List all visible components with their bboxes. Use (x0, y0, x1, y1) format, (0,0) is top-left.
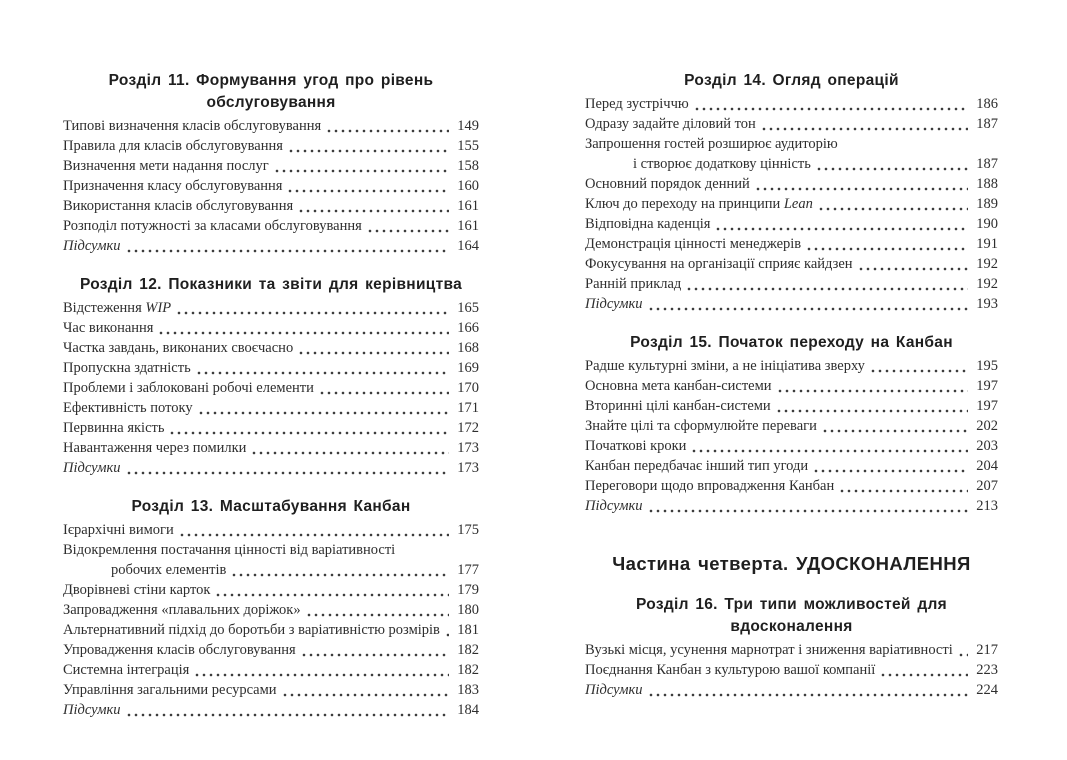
toc-page-number: 165 (457, 300, 479, 316)
toc-entry (585, 274, 998, 294)
toc-section (585, 594, 998, 700)
dot-leader-icon (251, 444, 449, 456)
toc-entry-line (63, 620, 479, 640)
toc-entry (585, 376, 998, 396)
toc-entry (585, 436, 998, 456)
toc-page-number: 224 (976, 682, 998, 698)
dot-leader-icon (686, 280, 968, 292)
toc-page-number: 204 (976, 458, 998, 474)
toc-entry-line (63, 520, 479, 540)
toc-entry-line (585, 376, 998, 396)
toc-entry-list (63, 520, 479, 720)
toc-entry-line2 (63, 560, 479, 580)
toc-entry-title: Упровадження класів обслуговування (63, 642, 296, 658)
toc-entry-title: Підсумки (63, 702, 121, 718)
toc-entry (63, 640, 479, 660)
dot-leader-icon (282, 686, 449, 698)
toc-page-number: 180 (457, 602, 479, 618)
toc-entry-title: Початкові кроки (585, 438, 687, 454)
toc-page-number: 187 (976, 116, 998, 132)
toc-page-number: 173 (457, 460, 479, 476)
toc-entry-line (585, 194, 998, 214)
toc-entry-title: Підсумки (585, 682, 643, 698)
toc-entry (585, 680, 998, 700)
toc-section (585, 552, 998, 576)
dot-leader-icon (880, 666, 968, 678)
toc-page-number: 160 (457, 178, 479, 194)
toc-page-number: 169 (457, 360, 479, 376)
toc-entry-list (585, 640, 998, 700)
dot-leader-icon (870, 362, 968, 374)
toc-entry (585, 356, 998, 376)
toc-page-number: 193 (976, 296, 998, 312)
toc-page-number: 155 (457, 138, 479, 154)
toc-entry-line (585, 94, 998, 114)
toc-entry-line (63, 700, 479, 720)
toc-entry-line (63, 418, 479, 438)
toc-entry-title: Час виконання (63, 320, 154, 336)
toc-entry-line (63, 338, 479, 358)
toc-page-number: 184 (457, 702, 479, 718)
toc-entry-line (63, 216, 479, 236)
toc-entry (63, 600, 479, 620)
chapter-heading: Розділ 13. Масштабування Канбан (131, 498, 411, 515)
toc-entry-line (585, 274, 998, 294)
toc-entry-title: Вузькі місця, усунення марнотрат і зниження варіативності (585, 642, 953, 658)
dot-leader-icon (176, 304, 449, 316)
dot-leader-icon (288, 142, 449, 154)
toc-entry-title: Перед зустріччю (585, 96, 689, 112)
dot-leader-icon (715, 220, 968, 232)
toc-entry-line (585, 174, 998, 194)
chapter-heading: Розділ 14. Огляд операцій (684, 72, 899, 89)
toc-entry-line (585, 294, 998, 314)
dot-leader-icon (198, 404, 449, 416)
toc-page-number: 173 (457, 440, 479, 456)
dot-leader-icon (179, 526, 449, 538)
dot-leader-icon (691, 442, 968, 454)
toc-entry-line (63, 438, 479, 458)
toc-entry (585, 640, 998, 660)
toc-entry (585, 660, 998, 680)
toc-entry-title: Демонстрація цінності менеджерів (585, 236, 802, 252)
toc-entry-line (585, 254, 998, 274)
toc-entry (585, 94, 998, 114)
dot-leader-icon (169, 424, 449, 436)
toc-entry-line (63, 176, 479, 196)
toc-page-number: 187 (976, 156, 998, 172)
toc-entry-title: Навантаження через помилки (63, 440, 247, 456)
part-heading: Частина четверта. УДОСКОНАЛЕННЯ (612, 553, 971, 574)
toc-page-number: 182 (457, 662, 479, 678)
toc-entry-line (585, 496, 998, 516)
toc-page-right (585, 0, 998, 700)
toc-entry (63, 580, 479, 600)
toc-entry (585, 496, 998, 516)
toc-entry (585, 234, 998, 254)
toc-entry-line (63, 600, 479, 620)
toc-entry-line (585, 356, 998, 376)
toc-entry-line2 (585, 154, 998, 174)
toc-entry (63, 116, 479, 136)
toc-entry (585, 396, 998, 416)
toc-page-number: 203 (976, 438, 998, 454)
toc-entry-line (63, 318, 479, 338)
dot-leader-icon (822, 422, 968, 434)
toc-entry-title: Запровадження «плавальних доріжок» (63, 602, 301, 618)
toc-entry-line (63, 156, 479, 176)
dot-leader-icon (306, 606, 449, 618)
toc-entry-list (63, 116, 479, 256)
toc-entry-title: Вторинні цілі канбан-системи (585, 398, 771, 414)
dot-leader-icon (126, 464, 449, 476)
toc-entry-title: Управління загальними ресурсами (63, 682, 277, 698)
toc-page-number: 168 (457, 340, 479, 356)
toc-entry-line (585, 396, 998, 416)
toc-entry-line (585, 456, 998, 476)
toc-entry (585, 254, 998, 274)
dot-leader-icon (287, 182, 449, 194)
toc-page-number: 192 (976, 276, 998, 292)
dot-leader-icon (839, 482, 968, 494)
dot-leader-icon (776, 402, 968, 414)
toc-entry-line (63, 298, 479, 318)
dot-leader-icon (298, 344, 449, 356)
toc-entry-line (63, 136, 479, 156)
toc-section (585, 70, 998, 314)
toc-entry (585, 134, 998, 174)
toc-entry (63, 216, 479, 236)
toc-entry-title: Використання класів обслуговування (63, 198, 294, 214)
toc-page-number: 191 (976, 236, 998, 252)
dot-leader-icon (648, 686, 968, 698)
dot-leader-icon (196, 364, 449, 376)
chapter-heading: Розділ 11. Формування угод про рівень обслуговування (108, 72, 434, 111)
toc-entry-line1 (585, 134, 998, 154)
chapter-heading: Розділ 15. Початок переходу на Канбан (630, 334, 953, 351)
toc-entry-line (63, 640, 479, 660)
dot-leader-icon (194, 666, 449, 678)
toc-entry-wrap-text: і створює додаткову цінність (633, 156, 811, 172)
toc-entry (63, 236, 479, 256)
toc-entry-line (63, 116, 479, 136)
toc-section (63, 496, 479, 720)
dot-leader-icon (958, 646, 968, 658)
toc-entry-title: Фокусування на організації сприяє кайдзен (585, 256, 853, 272)
dot-leader-icon (648, 502, 968, 514)
toc-entry-title: Типові визначення класів обслуговування (63, 118, 322, 134)
dot-leader-icon (858, 260, 968, 272)
toc-entry-line (585, 640, 998, 660)
toc-entry-title: Основна мета канбан-системи (585, 378, 772, 394)
toc-entry (585, 416, 998, 436)
toc-entry-line (63, 196, 479, 216)
toc-entry-title: Запрошення гостей розширює аудиторію (585, 136, 838, 152)
toc-page-number: 183 (457, 682, 479, 698)
toc-entry-title: Переговори щодо впровадження Канбан (585, 478, 835, 494)
toc-entry-line (63, 358, 479, 378)
toc-page-number: 188 (976, 176, 998, 192)
chapter-heading: Розділ 12. Показники та звіти для керівництва (79, 276, 463, 293)
toc-page-number: 181 (457, 622, 479, 638)
toc-page-number: 189 (976, 196, 998, 212)
dot-leader-icon (818, 200, 968, 212)
toc-page-number: 223 (976, 662, 998, 678)
toc-entry-line (585, 436, 998, 456)
toc-page-number: 171 (457, 400, 479, 416)
toc-entry-line (63, 236, 479, 256)
toc-entry (63, 378, 479, 398)
toc-entry (585, 476, 998, 496)
toc-entry (585, 114, 998, 134)
toc-entry-line (585, 114, 998, 134)
toc-page-number: 186 (976, 96, 998, 112)
toc-entry (63, 700, 479, 720)
toc-entry-title: Поєднання Канбан з культурою вашої компанії (585, 662, 876, 678)
toc-entry-title: Основний порядок денний (585, 176, 750, 192)
toc-entry (63, 338, 479, 358)
dot-leader-icon (648, 300, 968, 312)
toc-entry (585, 174, 998, 194)
dot-leader-icon (777, 382, 968, 394)
dot-leader-icon (761, 120, 968, 132)
toc-entry-title: Дворівневі стіни карток (63, 582, 211, 598)
toc-entry-title: Підсумки (63, 238, 121, 254)
toc-entry (63, 620, 479, 640)
toc-entry (63, 418, 479, 438)
toc-entry (63, 398, 479, 418)
toc-page-number: 197 (976, 378, 998, 394)
toc-entry-list (63, 298, 479, 478)
toc-entry-title: Первинна якість (63, 420, 165, 436)
toc-entry-title: Ранній приклад (585, 276, 682, 292)
dot-leader-icon (126, 242, 449, 254)
toc-page-number: 175 (457, 522, 479, 538)
toc-entry-title: Частка завдань, виконаних своєчасно (63, 340, 294, 356)
toc-entry-wrap-text: робочих елементів (111, 562, 227, 578)
toc-entry-line (585, 416, 998, 436)
toc-page-number: 161 (457, 198, 479, 214)
toc-page-number: 166 (457, 320, 479, 336)
toc-entry-title: Альтернативний підхід до боротьби з варіативністю розмірів (63, 622, 440, 638)
toc-page-number: 217 (976, 642, 998, 658)
chapter-heading: Розділ 16. Три типи можливостей для вдосконалення (636, 596, 947, 635)
toc-entry (63, 196, 479, 216)
toc-entry-line (63, 580, 479, 600)
dot-leader-icon (301, 646, 449, 658)
toc-entry (63, 298, 479, 318)
toc-entry-line (63, 458, 479, 478)
toc-entry-list (585, 94, 998, 314)
toc-entry-line (585, 214, 998, 234)
toc-entry-title: Канбан передбачає інший тип угоди (585, 458, 809, 474)
dot-leader-icon (126, 706, 449, 718)
toc-entry-title: Призначення класу обслуговування (63, 178, 283, 194)
toc-entry-title: Радше культурні зміни, а не ініціатива зверху (585, 358, 865, 374)
dot-leader-icon (326, 122, 449, 134)
toc-entry-title: Системна інтеграція (63, 662, 190, 678)
toc-entry (63, 520, 479, 540)
dot-leader-icon (215, 586, 449, 598)
toc-page-number: 192 (976, 256, 998, 272)
toc-page-left (63, 0, 479, 720)
dot-leader-icon (274, 162, 449, 174)
toc-entry (585, 456, 998, 476)
toc-entry-title: Підсумки (585, 296, 643, 312)
toc-entry-title: Підсумки (585, 498, 643, 514)
toc-entry-title: Відстеження WIP (63, 300, 172, 316)
toc-entry-line (63, 398, 479, 418)
toc-entry-line (585, 660, 998, 680)
toc-entry (63, 660, 479, 680)
toc-page-number: 190 (976, 216, 998, 232)
toc-entry (585, 194, 998, 214)
toc-entry-title: Ієрархічні вимоги (63, 522, 174, 538)
toc-entry (63, 318, 479, 338)
toc-entry-title: Ефективність потоку (63, 400, 193, 416)
dot-leader-icon (367, 222, 449, 234)
toc-entry-line (585, 234, 998, 254)
toc-entry-title: Визначення мети надання послуг (63, 158, 269, 174)
toc-entry-title: Відповідна каденція (585, 216, 711, 232)
toc-page-number: 182 (457, 642, 479, 658)
dot-leader-icon (445, 626, 449, 638)
toc-entry (63, 540, 479, 580)
toc-page-number: 202 (976, 418, 998, 434)
dot-leader-icon (816, 160, 968, 172)
toc-page-number: 179 (457, 582, 479, 598)
toc-entry (63, 438, 479, 458)
toc-entry (63, 176, 479, 196)
dot-leader-icon (813, 462, 968, 474)
toc-page-number: 158 (457, 158, 479, 174)
toc-page-number: 170 (457, 380, 479, 396)
toc-entry (63, 358, 479, 378)
dot-leader-icon (298, 202, 449, 214)
dot-leader-icon (231, 566, 449, 578)
toc-entry-line (63, 680, 479, 700)
toc-entry-line1 (63, 540, 479, 560)
toc-entry-title: Підсумки (63, 460, 121, 476)
toc-section (63, 70, 479, 256)
dot-leader-icon (806, 240, 968, 252)
toc-entry-title: Ключ до переходу на принципи Lean (585, 196, 813, 212)
toc-page-number: 161 (457, 218, 479, 234)
toc-entry-title: Пропускна здатність (63, 360, 191, 376)
toc-entry-line (63, 378, 479, 398)
toc-page-number: 172 (457, 420, 479, 436)
toc-page-number: 195 (976, 358, 998, 374)
toc-section (63, 274, 479, 478)
toc-entry-title: Знайте цілі та сформулюйте переваги (585, 418, 817, 434)
toc-page-number: 177 (457, 562, 479, 578)
toc-entry-title: Відокремлення постачання цінності від варіативності (63, 542, 396, 558)
toc-entry-title: Розподіл потужності за класами обслуговування (63, 218, 362, 234)
dot-leader-icon (694, 100, 968, 112)
toc-entry-title: Одразу задайте діловий тон (585, 116, 756, 132)
toc-section (585, 332, 998, 516)
dot-leader-icon (158, 324, 449, 336)
toc-page-number: 164 (457, 238, 479, 254)
dot-leader-icon (755, 180, 968, 192)
toc-entry (63, 136, 479, 156)
toc-entry-title: Проблеми і заблоковані робочі елементи (63, 380, 314, 396)
toc-entry (585, 214, 998, 234)
toc-entry-title: Правила для класів обслуговування (63, 138, 283, 154)
toc-entry (63, 680, 479, 700)
toc-entry-list (585, 356, 998, 516)
toc-page-number: 207 (976, 478, 998, 494)
toc-entry (63, 156, 479, 176)
toc-page-number: 197 (976, 398, 998, 414)
toc-entry-line (585, 680, 998, 700)
toc-entry (63, 458, 479, 478)
dot-leader-icon (319, 384, 449, 396)
toc-entry (585, 294, 998, 314)
toc-entry-line (585, 476, 998, 496)
toc-entry-line (63, 660, 479, 680)
toc-page-number: 149 (457, 118, 479, 134)
toc-page-number: 213 (976, 498, 998, 514)
